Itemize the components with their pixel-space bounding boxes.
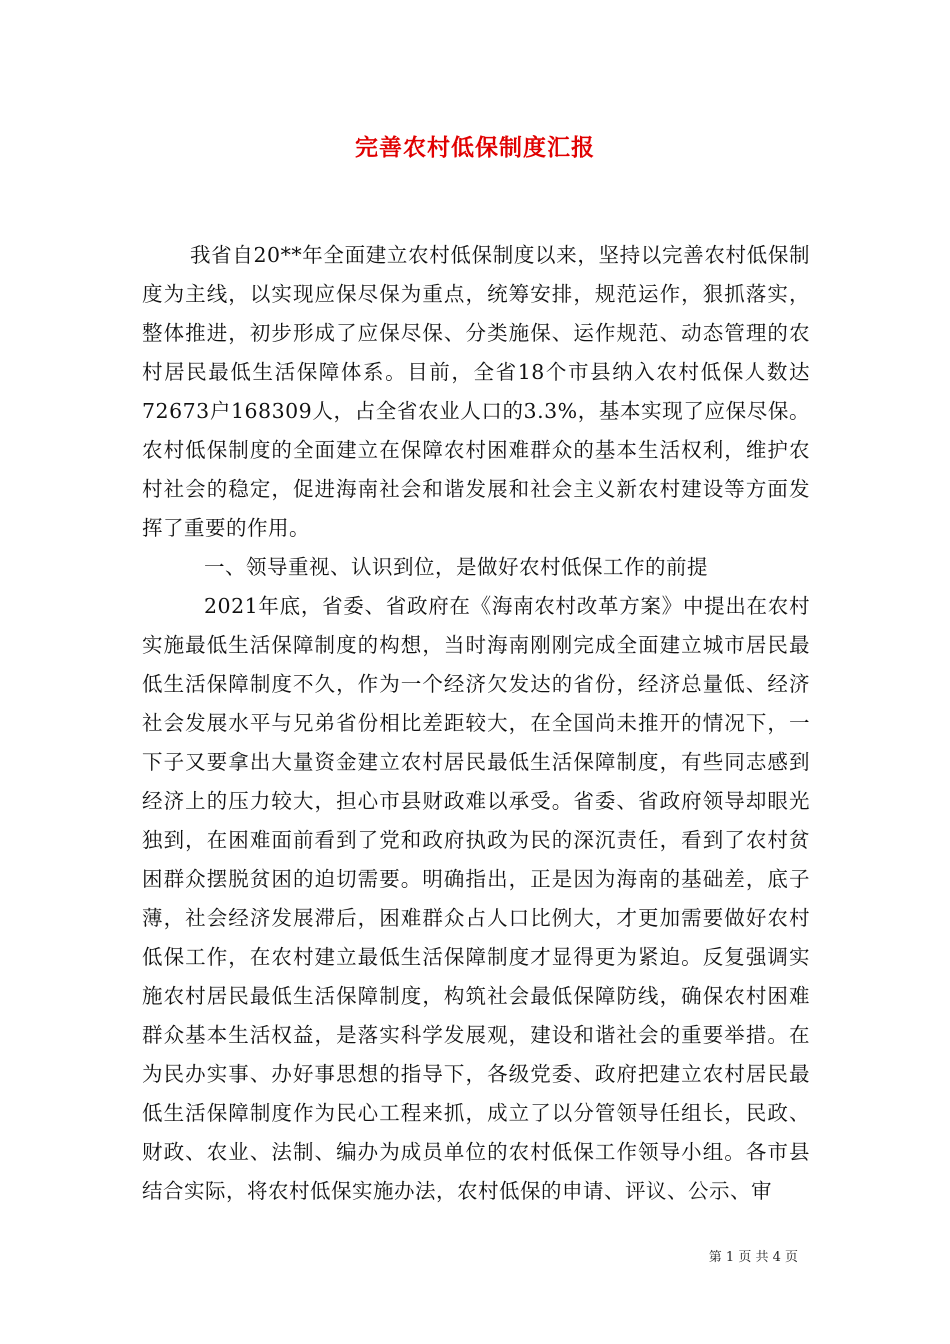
page-number: 第 1 页 共 4 页	[708, 1250, 798, 1265]
document-title: 完善农村低保制度汇报	[355, 134, 595, 161]
section-paragraph: 2021年底，省委、省政府在《海南农村改革方案》中提出在农村实施最低生活保障制度的构想，当时海南刚刚完成全面建立城市居民最低生活保障制度不久，作为一个经济欠发达的省份，经济总量低、经济社会发展水平与兄弟省份相比差距较大，在全国尚未推开的情况下，一下子又要拿出大量资金建立农村居民最低生活保障制度，有些同志感到经济上的压力较大，担心市县财政难以承受。省委、省政府领导却眼光独到，在困难面前看到了党和政府执政为民的深沉责任，看到了农村贫困群众摆脱贫困的迫切需要。明确指出，正是因为海南的基础差，底子薄，社会经济发展滞后，困难群众占人口比例大，才更加需要做好农村低保工作，在农村建立最低生活保障制度才显得更为紧迫。反复强调实施农村居民最低生活保障制度，构筑社会最低保障防线，确保农村困难群众基本生活权益，是落实科学发展观，建设和谐社会的重要举措。在为民办实事、办好事思想的指导下，各级党委、政府把建立农村居民最低生活保障制度作为民心工程来抓，成立了以分管领导任组长，民政、财政、农业、法制、编办为成员单位的农村低保工作领导小组。各市县结合实际，将农村低保实施办法，农村低保的申请、评议、公示、审	[142, 594, 810, 1203]
document-body	[142, 236, 810, 1211]
section-heading: 一、领导重视、认识到位，是做好农村低保工作的前提	[204, 555, 708, 579]
intro-paragraph: 我省自20**年全面建立农村低保制度以来，坚持以完善农村低保制度为主线，以实现应保尽保为重点，统筹安排，规范运作，狠抓落实，整体推进，初步形成了应保尽保、分类施保、运作规范、动态管理的农村居民最低生活保障体系。目前，全省18个市县纳入农村低保人数达72673户168309人，占全省农业人口的3.3%，基本实现了应保尽保。农村低保制度的全面建立在保障农村困难群众的基本生活权利，维护农村社会的稳定，促进海南社会和谐发展和社会主义新农村建设等方面发挥了重要的作用。	[142, 243, 810, 540]
